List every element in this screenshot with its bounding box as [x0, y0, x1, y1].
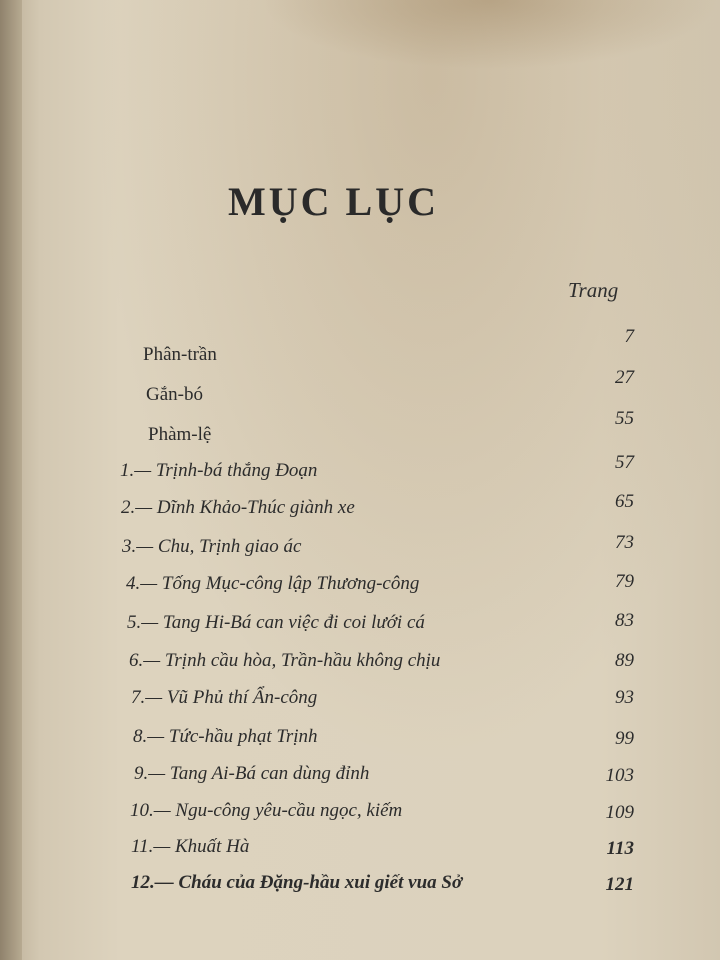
toc-entry-page: 109 — [605, 802, 634, 823]
toc-entry-page: 57 — [615, 452, 634, 473]
toc-entry-page: 79 — [615, 571, 634, 592]
toc-entry — [0, 800, 720, 830]
toc-entry — [0, 491, 720, 527]
toc-entry-label: 4.— Tống Mục-công lập Thương-công — [126, 573, 420, 594]
toc-entry-label: 10.— Ngu-công yêu-cầu ngọc, kiếm — [130, 800, 403, 821]
toc-entry-label: Phàm-lệ — [148, 424, 212, 445]
toc-entry-label: 1.— Trịnh-bá thắng Đoạn — [120, 460, 318, 481]
toc-entry — [0, 612, 720, 642]
toc-entry — [0, 872, 720, 902]
toc-entry-page: 73 — [615, 532, 634, 553]
toc-entry-front-page — [0, 326, 720, 356]
toc-entry-page: 27 — [615, 367, 634, 388]
toc-entry-front-page — [0, 408, 720, 438]
toc-entry — [0, 836, 720, 866]
toc-entry — [0, 452, 720, 490]
toc-entry — [0, 687, 720, 717]
toc-entry — [0, 532, 720, 566]
toc-entry-page: 121 — [605, 874, 634, 895]
toc-entry-page: 93 — [615, 687, 634, 708]
toc-entry-label: 3.— Chu, Trịnh giao ác — [122, 536, 302, 557]
toc-entry-label: 9.— Tang Ai-Bá can dùng đỉnh — [134, 763, 370, 784]
toc-entry-label: 5.— Tang Hi-Bá can việc đi coi lưới cá — [127, 612, 425, 633]
toc-entry — [0, 573, 720, 603]
paper-stain — [260, 0, 720, 70]
toc-entry-page: 89 — [615, 650, 634, 671]
toc-entry-label: Phân-trần — [143, 344, 217, 365]
toc-entry-label: 2.— Dĩnh Khảo-Thúc giành xe — [121, 497, 355, 518]
toc-entry-front-page — [0, 367, 720, 397]
page-title: MỤC LỤC — [228, 179, 439, 224]
toc-entry-label: 8.— Tức-hầu phạt Trịnh — [133, 726, 318, 747]
toc-entry-page: 65 — [615, 491, 634, 512]
toc-entry-label: Gắn-bó — [146, 384, 203, 405]
toc-entry-page: 113 — [606, 838, 634, 859]
toc-entry-page: 103 — [605, 765, 634, 786]
page-column-header: Trang — [568, 278, 619, 302]
toc-entry-page: 99 — [615, 728, 634, 749]
toc-entry — [0, 650, 720, 680]
toc-entry — [0, 763, 720, 793]
toc-entry-page: 83 — [615, 610, 634, 631]
toc-entry-label: 11.— Khuất Hà — [131, 836, 250, 857]
toc-entry — [0, 726, 720, 756]
toc-entry-label: 6.— Trịnh cầu hòa, Trần-hầu không chịu — [129, 650, 441, 671]
toc-entry-label: 12.— Cháu của Đặng-hầu xui giết vua Sở — [131, 872, 463, 893]
toc-entry-label: 7.— Vũ Phủ thí Ẩn-công — [131, 687, 318, 708]
toc-entry-page: 7 — [624, 326, 634, 347]
toc-entry-page: 55 — [615, 408, 634, 429]
